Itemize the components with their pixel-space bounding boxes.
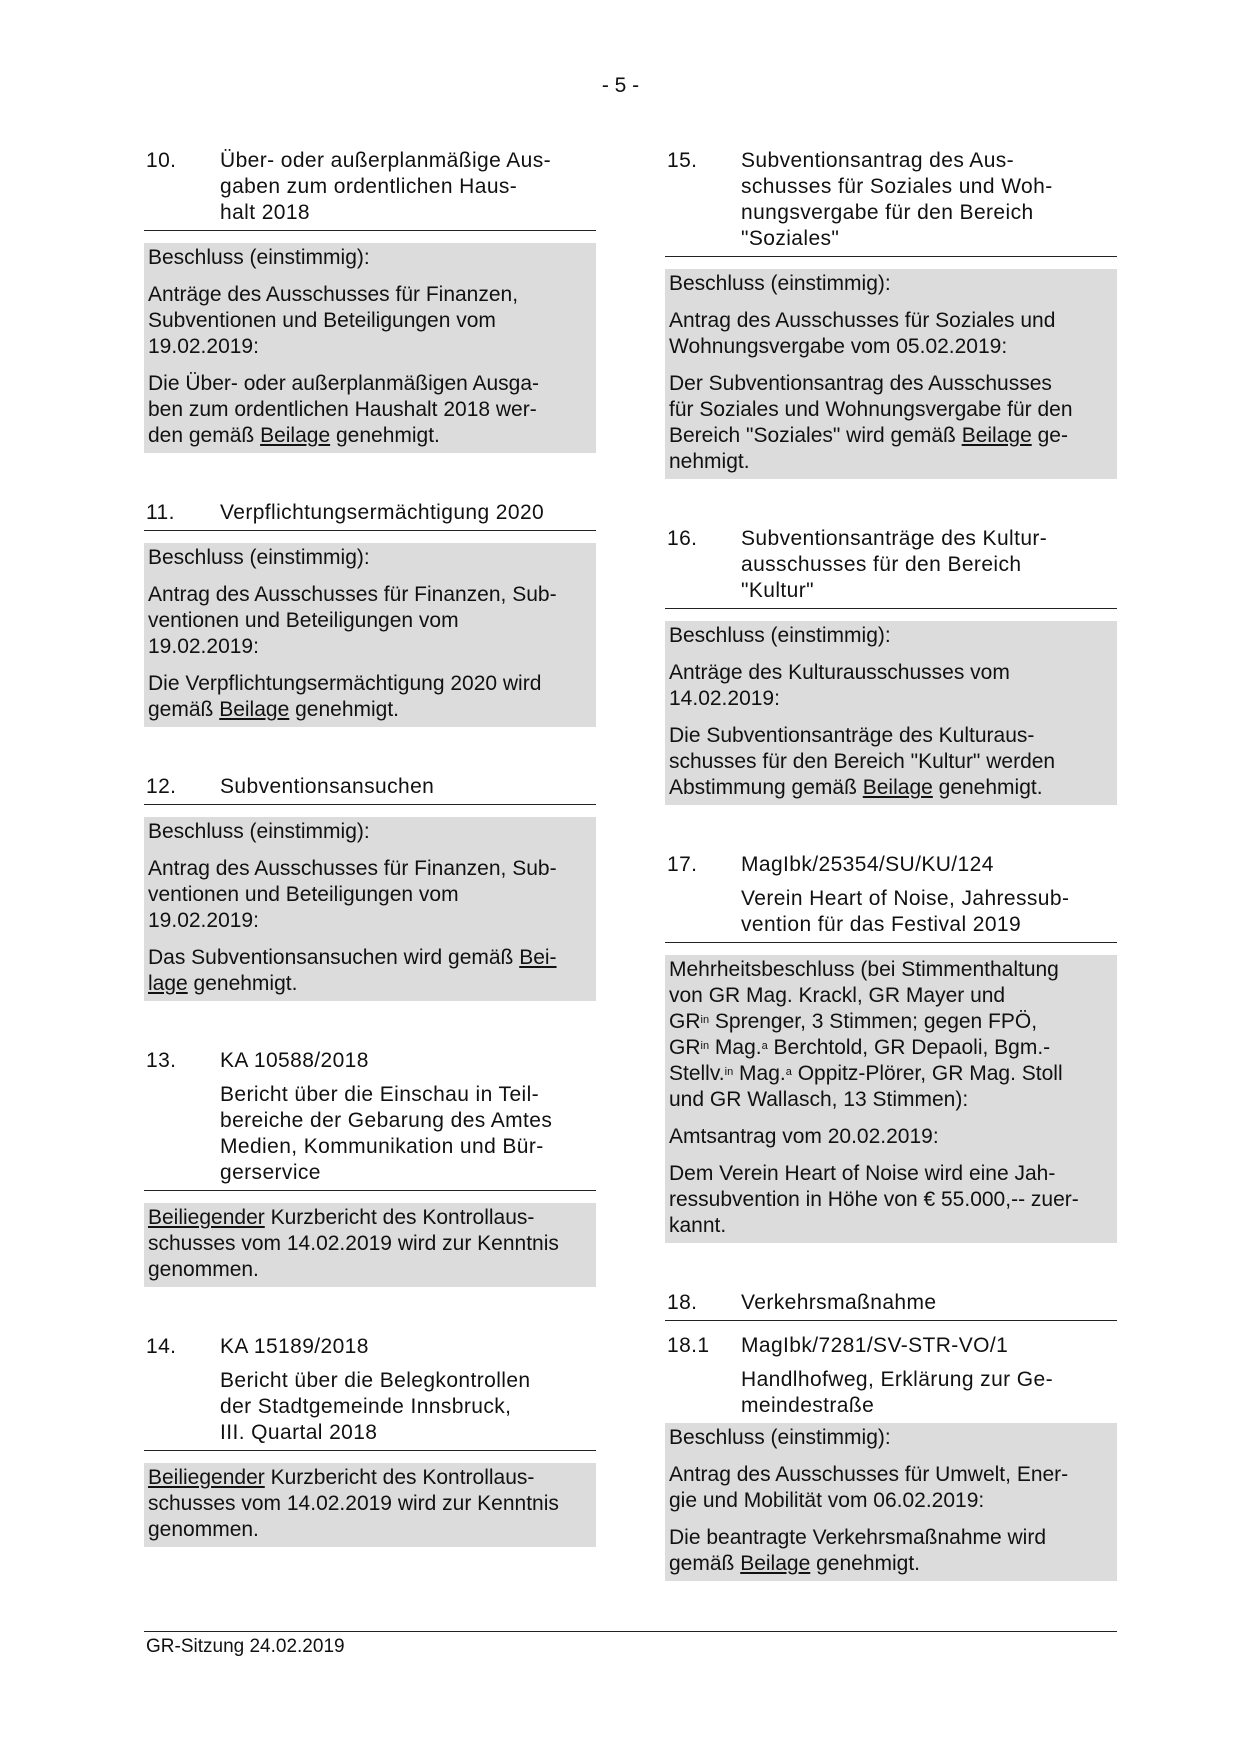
agenda-item-12: [144, 774, 596, 1001]
agenda-item-18: [665, 1290, 1117, 1581]
beilage-link[interactable]: lage: [148, 972, 188, 995]
item-number: 15.: [667, 149, 698, 172]
motion-text: Antrag des Ausschusses für Finanzen, Sub- ventionen und Beteiligungen vom 19.02.2019:: [148, 857, 557, 932]
sub-item-number: 18.1: [667, 1334, 710, 1357]
beilage-link[interactable]: Beilage: [219, 698, 290, 721]
item-number: 12.: [146, 775, 177, 798]
resolution-box: [665, 1423, 1117, 1581]
item-reference: KA 10588/2018: [220, 1049, 369, 1072]
beiliegender-link[interactable]: Beiliegender: [148, 1206, 265, 1229]
item-title: Subventionsansuchen: [220, 775, 435, 798]
agenda-item-15: [665, 148, 1117, 479]
item-title: Über- oder außerplanmäßige Aus- gaben zum ordentlichen Haus- halt 2018: [220, 149, 552, 224]
beilage-link[interactable]: Beilage: [961, 424, 1032, 447]
resolution-status: Beschluss (einstimmig):: [669, 624, 891, 647]
item-number: 16.: [667, 527, 698, 550]
resolution-status: Beschluss (einstimmig):: [148, 546, 370, 569]
divider: [665, 256, 1117, 257]
divider: [665, 942, 1117, 943]
agenda-item-13: [144, 1048, 596, 1287]
decision-text: Beiliegender Kurzbericht des Kontrollaus- schusses vom 14.02.2019 wird zur Kenntnis genommen.: [148, 1466, 559, 1541]
item-number: 10.: [146, 149, 177, 172]
item-reference: KA 15189/2018: [220, 1335, 369, 1358]
divider: [144, 530, 596, 531]
resolution-status: Beschluss (einstimmig):: [669, 272, 891, 295]
item-number: 14.: [146, 1335, 177, 1358]
agenda-item-14: [144, 1334, 596, 1547]
item-title: Verein Heart of Noise, Jahressub- vention für das Festival 2019: [741, 887, 1070, 936]
right-column: [665, 148, 1117, 1581]
resolution-box: [144, 543, 596, 727]
motion-text: Antrag des Ausschusses für Umwelt, Ener- gie und Mobilität vom 06.02.2019:: [669, 1463, 1069, 1512]
agenda-item-10: [144, 148, 596, 453]
beilage-link[interactable]: Bei-: [519, 946, 557, 969]
beilage-link[interactable]: Beilage: [740, 1552, 811, 1575]
motion-text: Anträge des Kulturausschusses vom 14.02.2019:: [669, 661, 1010, 710]
agenda-item-11: [144, 500, 596, 727]
decision-text: Die Verpflichtungsermächtigung 2020 wird gemäß Beilage genehmigt.: [148, 672, 542, 721]
item-number: 13.: [146, 1049, 177, 1072]
item-number: 11.: [146, 501, 175, 524]
beilage-link[interactable]: Beilage: [862, 776, 933, 799]
item-title: Verpflichtungsermächtigung 2020: [220, 501, 545, 524]
beilage-link[interactable]: Beilage: [260, 424, 331, 447]
sub-item-title: Handlhofweg, Erklärung zur Ge- meindestraße: [741, 1368, 1053, 1417]
sub-item-reference: MagIbk/7281/SV-STR-VO/1: [741, 1334, 1009, 1357]
resolution-box: [665, 621, 1117, 805]
divider: [665, 1320, 1117, 1321]
divider: [144, 804, 596, 805]
agenda-item-16: [665, 526, 1117, 805]
resolution-status: Mehrheitsbeschluss (bei Stimmenthaltung von GR Mag. Krackl, GR Mayer und $GR^{in}$ Sprenger, 3 Stimmen; gegen FPÖ, $GR^{in}$ Mag.$^a$ Berchtold, GR Depaoli, Bgm.- Stellv.$^{in}$ Mag.$^a$ Oppitz-Plörer, GR Mag. Stoll und GR Wallasch, 13 Stimmen):: [669, 958, 1063, 1111]
item-title: Subventionsantrag des Aus- schusses für Soziales und Woh- nungsvergabe für den Bereich "Soziales": [741, 149, 1053, 250]
resolution-box: [665, 955, 1117, 1243]
resolution-status: Beschluss (einstimmig):: [148, 820, 370, 843]
divider: [144, 1190, 596, 1191]
item-title: Bericht über die Belegkontrollen der Stadtgemeinde Innsbruck, III. Quartal 2018: [220, 1369, 531, 1444]
decision-text: Dem Verein Heart of Noise wird eine Jah- ressubvention in Höhe von € 55.000,-- zuer- kannt.: [669, 1162, 1079, 1237]
resolution-status: Beschluss (einstimmig):: [669, 1426, 891, 1449]
item-number: 18.: [667, 1291, 698, 1314]
item-reference: MagIbk/25354/SU/KU/124: [741, 853, 994, 876]
decision-text: Die Über- oder außerplanmäßigen Ausga- ben zum ordentlichen Haushalt 2018 wer- den gemäß Beilage genehmigt.: [148, 372, 540, 447]
divider: [144, 230, 596, 231]
beiliegender-link[interactable]: Beiliegender: [148, 1466, 265, 1489]
motion-text: Antrag des Ausschusses für Finanzen, Sub- ventionen und Beteiligungen vom 19.02.2019:: [148, 583, 557, 658]
decision-text: Die beantragte Verkehrsmaßnahme wird gemäß Beilage genehmigt.: [669, 1526, 1047, 1575]
decision-text: Der Subventionsantrag des Ausschusses für Soziales und Wohnungsvergabe für den Bereich "Soziales" wird gemäß Beilage ge- nehmigt.: [669, 372, 1073, 473]
item-number: 17.: [667, 853, 698, 876]
divider: [665, 608, 1117, 609]
resolution-box: [144, 817, 596, 1001]
left-column: [144, 148, 596, 1547]
divider: [144, 1450, 596, 1451]
item-title: Subventionsanträge des Kultur- ausschusses für den Bereich "Kultur": [741, 527, 1048, 602]
footer-divider: [144, 1631, 1117, 1632]
resolution-box: [144, 243, 596, 453]
motion-text: Amtsantrag vom 20.02.2019:: [669, 1125, 939, 1148]
item-title: Verkehrsmaßnahme: [741, 1291, 937, 1314]
decision-text: Das Subventionsansuchen wird gemäß Bei- lage genehmigt.: [148, 946, 557, 995]
motion-text: Antrag des Ausschusses für Soziales und Wohnungsvergabe vom 05.02.2019:: [669, 309, 1056, 358]
agenda-item-17: [665, 852, 1117, 1243]
page-number: - 5 -: [601, 74, 640, 97]
resolution-box: [144, 1463, 596, 1547]
decision-text: Die Subventionsanträge des Kulturaus- schusses für den Bereich "Kultur" werden Abstimmung gemäß Beilage genehmigt.: [669, 724, 1056, 799]
resolution-box: [665, 269, 1117, 479]
item-title: Bericht über die Einschau in Teil- bereiche der Gebarung des Amtes Medien, Kommunikation und Bür- gerservice: [220, 1083, 553, 1184]
resolution-box: [144, 1203, 596, 1287]
decision-text: Beiliegender Kurzbericht des Kontrollaus- schusses vom 14.02.2019 wird zur Kenntnis genommen.: [148, 1206, 559, 1281]
resolution-status: Beschluss (einstimmig):: [148, 246, 370, 269]
footer-text: GR-Sitzung 24.02.2019: [146, 1636, 345, 1657]
motion-text: Anträge des Ausschusses für Finanzen, Subventionen und Beteiligungen vom 19.02.2019:: [148, 283, 519, 358]
